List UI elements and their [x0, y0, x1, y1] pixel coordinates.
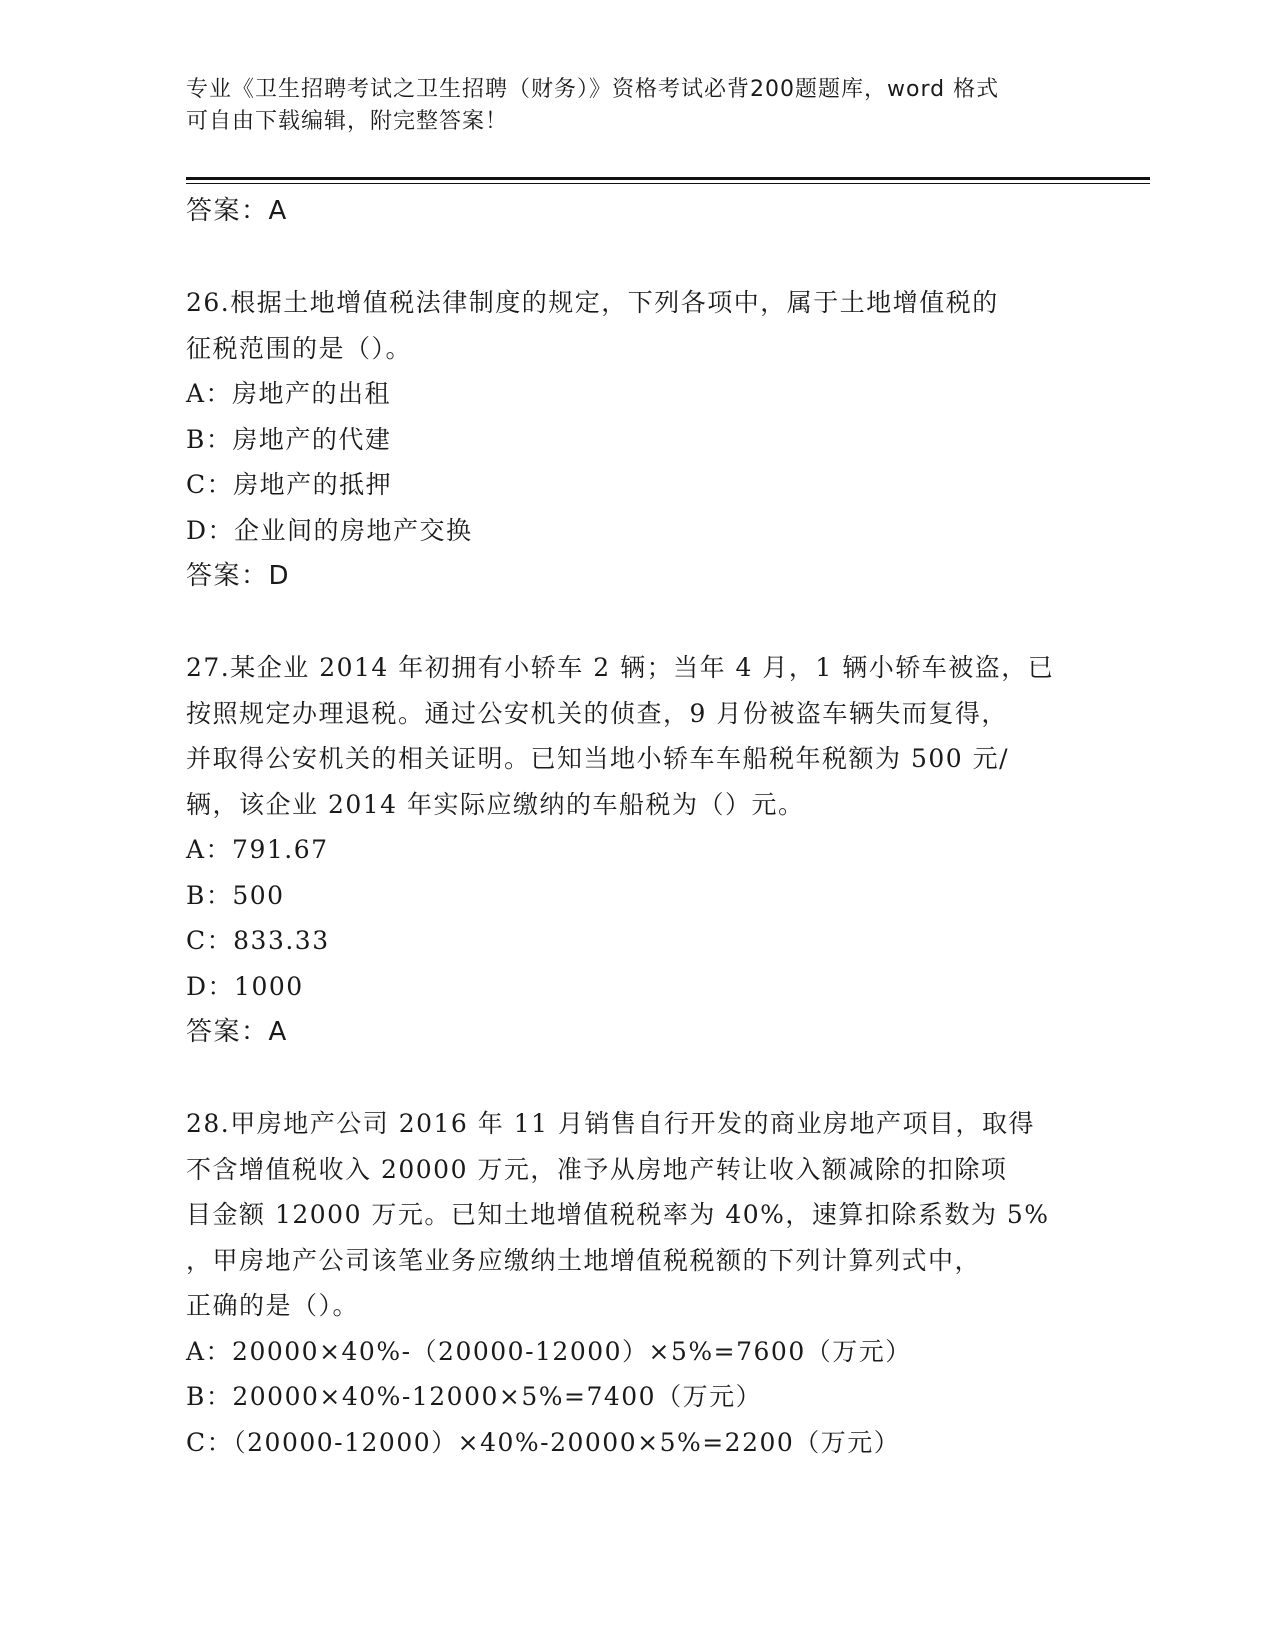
- answer-line: 答案：A: [186, 196, 288, 226]
- stem-line: 28.甲房地产公司 2016 年 11 月销售自行开发的商业房地产项目，取得: [186, 1109, 1035, 1138]
- stem-line: 按照规定办理退税。通过公安机关的侦查，9 月份被盗车辆失而复得，: [186, 698, 1008, 728]
- stem-line: 辆，该企业 2014 年实际应缴纳的车船税为（）元。: [186, 789, 805, 819]
- option-c: C：房地产的抵押: [186, 470, 393, 499]
- header-line: 可自由下载编辑，附完整答案！: [186, 109, 509, 134]
- document-body: [186, 188, 1086, 1465]
- question-stem: [186, 1101, 1086, 1329]
- question-stem: [186, 645, 1086, 827]
- option-a: A：房地产的出租: [186, 379, 392, 408]
- option-b: B：房地产的代建: [186, 424, 392, 454]
- stem-line: 26.根据土地增值税法律制度的规定，下列各项中，属于土地增值税的: [186, 288, 999, 317]
- stem-line: 正确的是（）。: [186, 1291, 360, 1320]
- stem-line: 并取得公安机关的相关证明。已知当地小轿车车船税年税额为 500 元/: [186, 744, 1010, 773]
- stem-line: 27.某企业 2014 年初拥有小轿车 2 辆；当年 4 月，1 辆小轿车被盗，已: [186, 653, 1055, 682]
- question-27: [186, 645, 1086, 1055]
- stem-line: ，甲房地产公司该笔业务应缴纳土地增值税税额的下列计算列式中，: [186, 1245, 982, 1275]
- question-stem: [186, 280, 1086, 371]
- question-28: [186, 1101, 1086, 1465]
- stem-line: 目金额 12000 万元。已知土地增值税税率为 40%，速算扣除系数为 5%: [186, 1200, 1050, 1229]
- option-a: A：791.67: [186, 835, 329, 864]
- header-line: 专业《卫生招聘考试之卫生招聘（财务）》资格考试必背200题题库，word 格式: [186, 77, 1000, 102]
- header-divider-thin: [186, 183, 1150, 184]
- option-c: C：833.33: [186, 926, 330, 955]
- option-b: B：500: [186, 880, 285, 910]
- option-d: D：1000: [186, 971, 304, 1001]
- answer-line: 答案：A: [186, 1017, 288, 1047]
- option-c: C：（20000-12000）×40%-20000×5%=2200（万元）: [186, 1427, 901, 1457]
- option-d: D：企业间的房地产交换: [186, 515, 473, 545]
- stem-line: 不含增值税收入 20000 万元，准予从房地产转让收入额减除的扣除项: [186, 1154, 1008, 1184]
- header-divider: [186, 177, 1150, 180]
- stem-line: 征税范围的是（）。: [186, 333, 413, 363]
- option-a: A：20000×40%-（20000-12000）×5%=7600（万元）: [186, 1336, 912, 1366]
- question-26: [186, 280, 1086, 599]
- document-header: [186, 74, 1066, 138]
- answer-line: 答案：D: [186, 561, 291, 591]
- option-b: B：20000×40%-12000×5%=7400（万元）: [186, 1382, 763, 1411]
